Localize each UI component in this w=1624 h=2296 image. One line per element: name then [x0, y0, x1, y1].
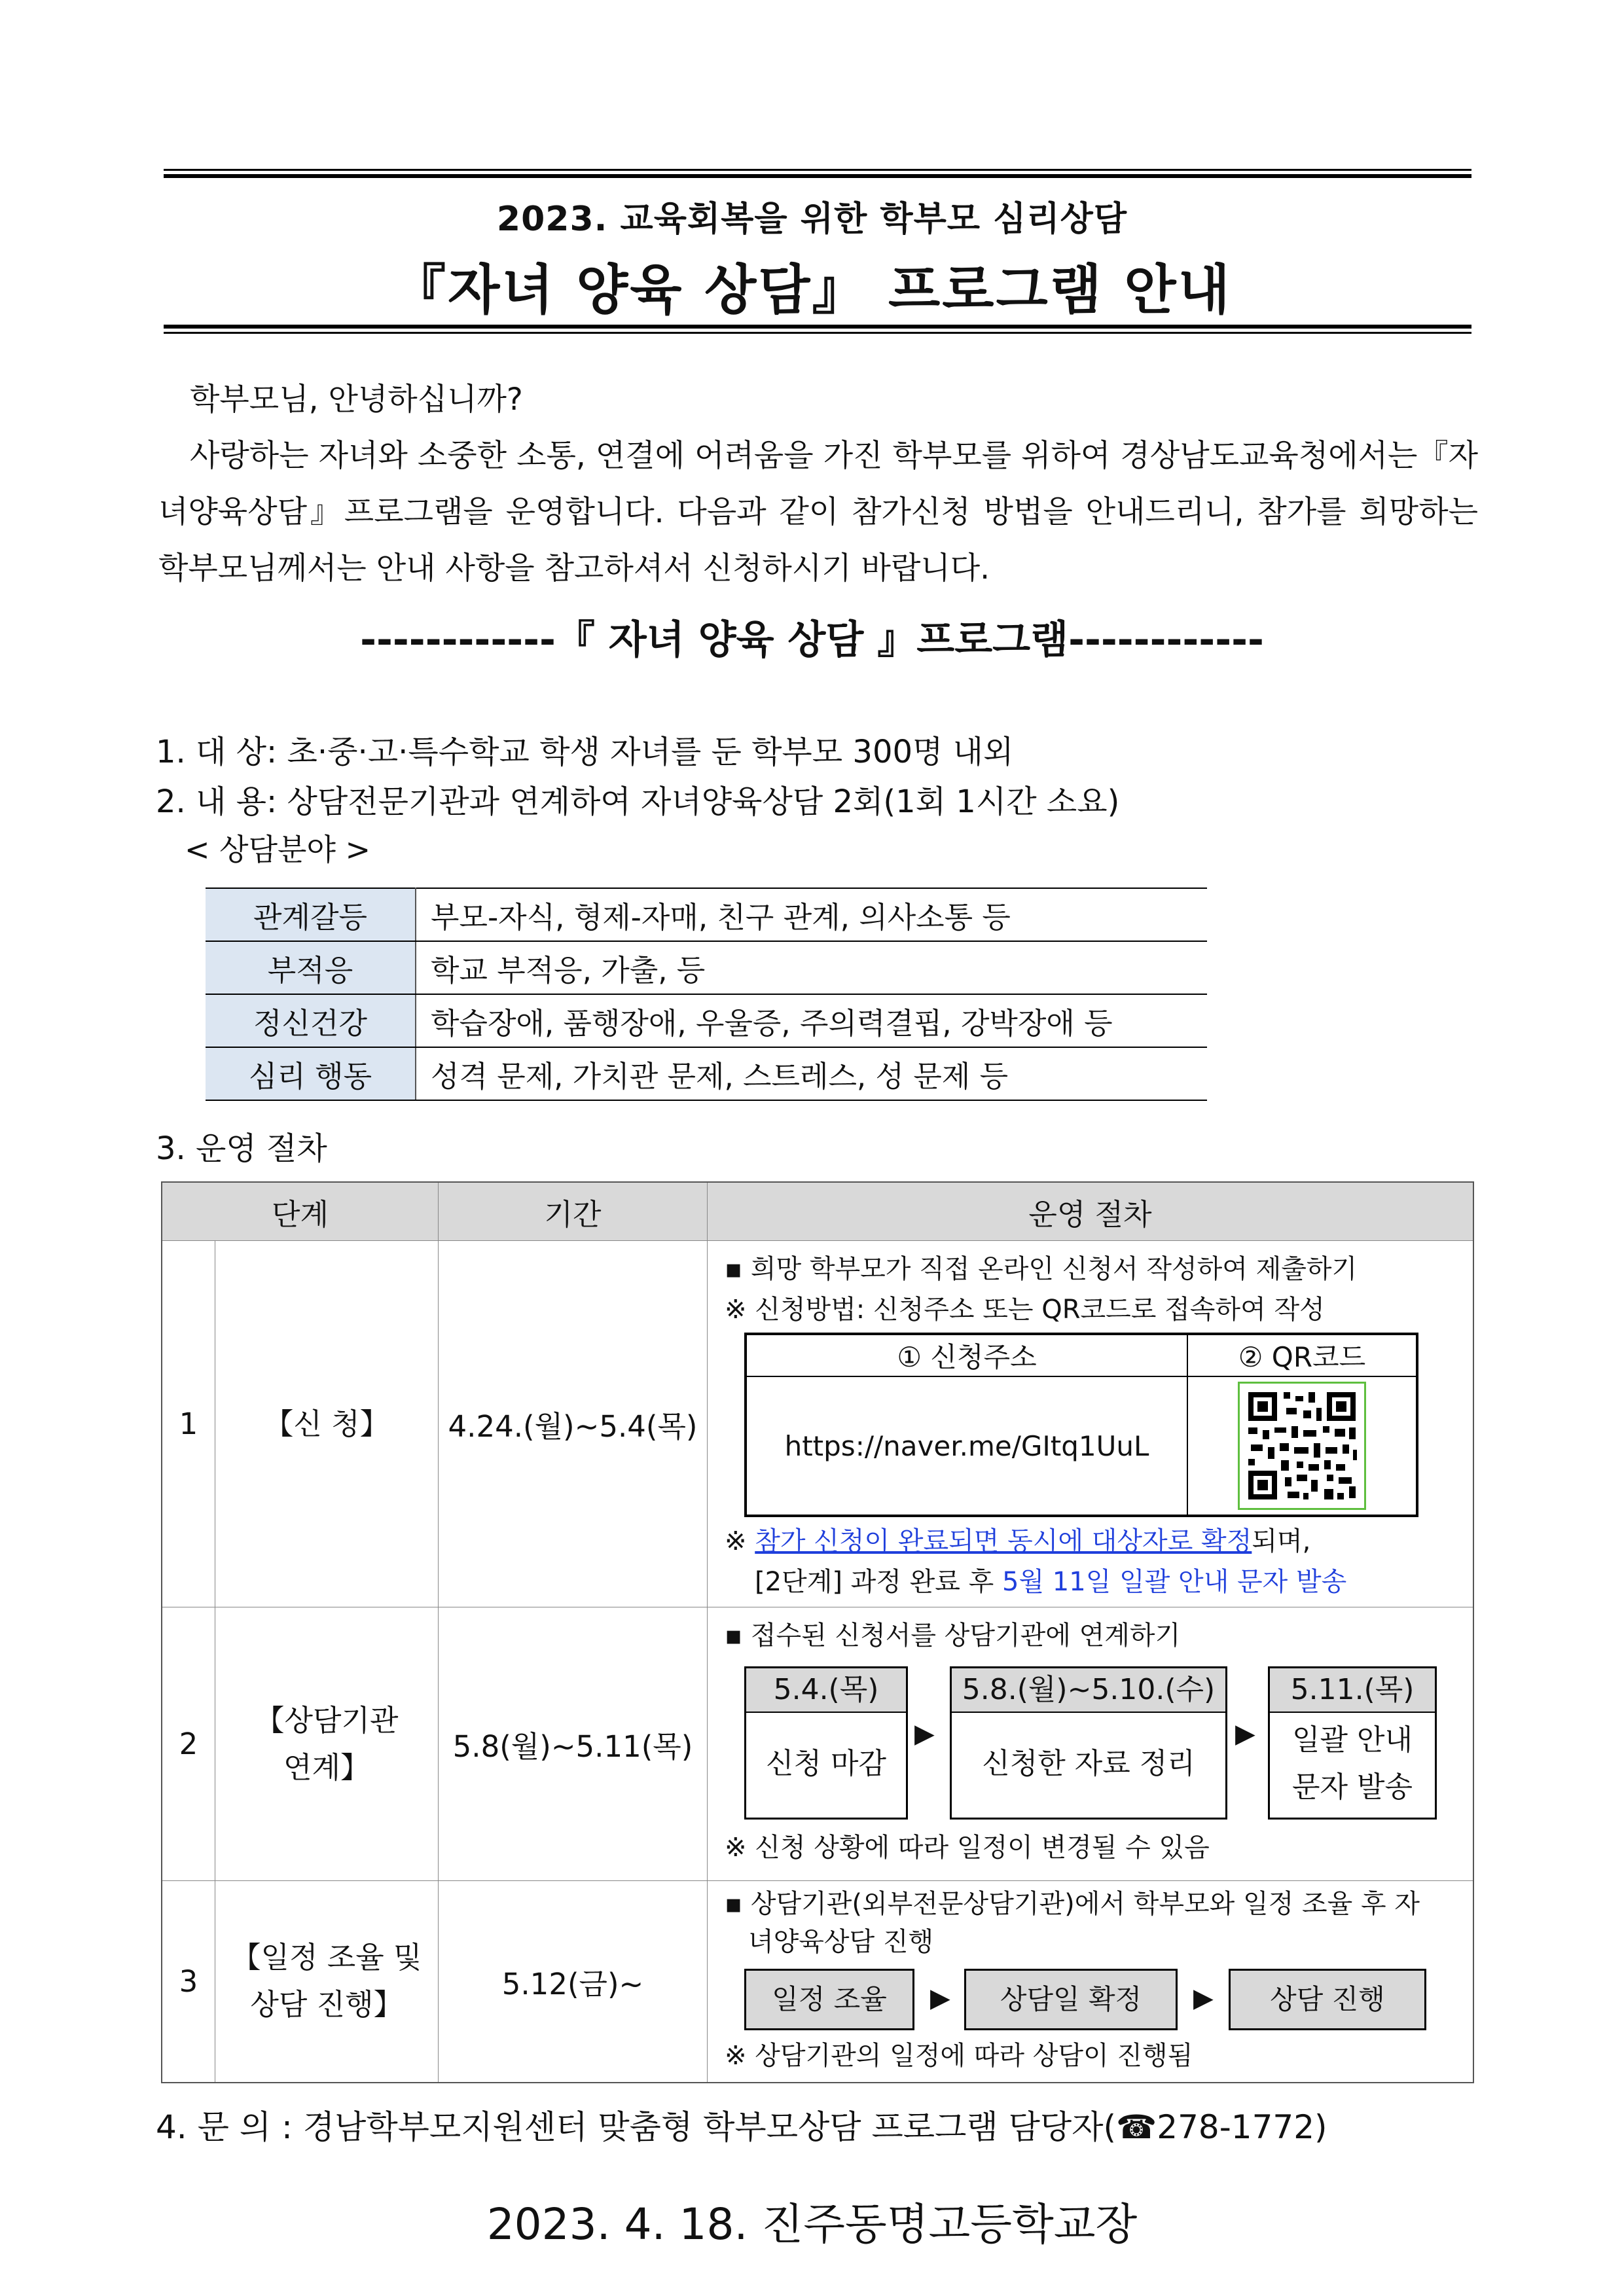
category-name: 부적응	[206, 941, 416, 994]
table-row	[206, 941, 1207, 994]
category-name: 관계갈등	[206, 888, 416, 941]
step-desc	[708, 1881, 1474, 2083]
table-row	[206, 888, 1207, 941]
table-row	[206, 1047, 1207, 1100]
step-box-schedule: 일정 조율	[744, 1969, 914, 2030]
contact-info: 4. 문 의 : 경남학부모지원센터 맞춤형 학부모상담 프로그램 담당자(☎278-1772)	[156, 2108, 1327, 2146]
category-name: 심리 행동	[206, 1047, 416, 1100]
confirm-note-suffix: 되며,	[1252, 1526, 1311, 1556]
category-desc: 학습장애, 품행장애, 우울증, 주의력결핍, 강박장애 등	[416, 994, 1207, 1047]
flow-arrow-icon: ▶	[1193, 1983, 1214, 2013]
header-period: 기간	[439, 1182, 708, 1241]
table-header-row	[162, 1182, 1473, 1241]
flow-date: 5.8.(월)~5.10.(수)	[952, 1668, 1225, 1713]
desc-method: ※ 신청방법: 신청주소 또는 QR코드로 접속하여 작성	[725, 1295, 1325, 1325]
table-row	[162, 1607, 1473, 1881]
flow-date: 5.11.(목)	[1270, 1668, 1435, 1713]
flow-text-line: 문자 발송	[1291, 1770, 1413, 1804]
addr-header: ① 신청주소	[746, 1334, 1187, 1376]
step-box-confirm: 상담일 확정	[964, 1969, 1178, 2030]
step-stage: 【신 청】	[215, 1241, 439, 1607]
step-box-proceed: 상담 진행	[1229, 1969, 1426, 2030]
doc-subtitle: 2023. 교육회복을 위한 학부모 심리상담	[496, 200, 1128, 239]
header-desc: 운영 절차	[708, 1182, 1474, 1241]
greeting: 학부모님, 안녕하십니까?	[190, 382, 523, 418]
schedule-note: ※ 신청 상황에 따라 일정이 변경될 수 있음	[725, 1833, 1210, 1863]
step-number: 2	[162, 1607, 215, 1881]
title-rule-thick	[164, 325, 1471, 329]
flow-arrow-icon: ▶	[930, 1983, 950, 2013]
procedure-table	[161, 1181, 1474, 2083]
doc-title: 『자녀 양육 상담』 프로그램 안내	[392, 259, 1232, 321]
category-name: 정신건강	[206, 994, 416, 1047]
stage-line-1: 【일정 조율 및	[231, 1940, 422, 1975]
issuer-footer: 2023. 4. 18. 진주동명고등학교장	[486, 2199, 1138, 2250]
table-row	[162, 1241, 1473, 1607]
flow-arrow-icon: ▶	[1235, 1719, 1255, 1749]
flow-text: 신청 마감	[765, 1747, 886, 1780]
flow-arrow-icon: ▶	[914, 1719, 935, 1749]
apply-info-table	[744, 1333, 1418, 1517]
step-desc	[708, 1607, 1474, 1881]
qr-header: ② QR코드	[1187, 1334, 1417, 1376]
step-period: 5.8(월)~5.11(목)	[439, 1607, 708, 1881]
step-period: 4.24.(월)~5.4(목)	[439, 1241, 708, 1607]
qr-cell	[1187, 1376, 1417, 1516]
table-row	[206, 994, 1207, 1047]
step-number: 3	[162, 1881, 215, 2083]
flow-text-line: 일괄 안내	[1291, 1723, 1413, 1757]
flow-text	[1270, 1713, 1435, 1811]
step-desc	[708, 1241, 1474, 1607]
category-desc: 부모-자식, 형제-자매, 친구 관계, 의사소통 등	[416, 888, 1207, 941]
field-label: < 상담분야 >	[185, 832, 371, 867]
program-banner: ------------『 자녀 양육 상담 』프로그램------------	[360, 617, 1264, 663]
title-rule-thin	[164, 332, 1471, 334]
flow-box-deadline	[744, 1666, 908, 1820]
step-period: 5.12(금)~	[439, 1881, 708, 2083]
step-stage	[215, 1607, 439, 1881]
category-desc: 학교 부적응, 가출, 등	[416, 941, 1207, 994]
flow-date: 5.4.(목)	[746, 1668, 906, 1713]
category-table	[206, 888, 1207, 1101]
category-desc: 성격 문제, 가치관 문제, 스트레스, 성 문제 등	[416, 1047, 1207, 1100]
desc-bullet-cont: 녀양육상담 진행	[748, 1927, 934, 1957]
stage-line-2: 연계】	[283, 1749, 370, 1785]
sms-note	[708, 1562, 1473, 1602]
stage-line-2: 상담 진행】	[250, 1987, 403, 2022]
table-row	[746, 1334, 1417, 1376]
counsel-note: ※ 상담기관의 일정에 따라 상담이 진행됨	[725, 2041, 1193, 2071]
step-stage	[215, 1881, 439, 2083]
flow-box-organize	[950, 1666, 1227, 1820]
top-rule-thin	[164, 169, 1471, 171]
sms-note-highlight: 5월 11일 일괄 안내 문자 발송	[1002, 1567, 1347, 1597]
flow-box-notify	[1268, 1666, 1437, 1820]
item-target: 1. 대 상: 초·중·고·특수학교 학생 자녀를 둔 학부모 300명 내외	[156, 734, 1014, 770]
flow-text: 신청한 자료 정리	[982, 1747, 1195, 1780]
intro-body: 사랑하는 자녀와 소중한 소통, 연결에 어려움을 가진 학부모를 위하여 경상남도교육청에서는『자녀양육상담』프로그램을 운영합니다. 다음과 같이 참가신청 방법을 안내드리니, 참가를 희망하는 학부모님께서는 안내 사항을 참고하셔서 신청하시기 바랍니다.	[158, 438, 1478, 586]
step-number: 1	[162, 1241, 215, 1607]
confirm-note-highlight: 참가 신청이 완료되면 동시에 대상자로 확정	[755, 1526, 1252, 1556]
table-row	[746, 1376, 1417, 1516]
item-content: 2. 내 용: 상담전문기관과 연계하여 자녀양육상담 2회(1회 1시간 소요)	[156, 783, 1120, 820]
desc-bullet: ▪ 접수된 신청서를 상담기관에 연계하기	[725, 1621, 1181, 1651]
qr-code-icon[interactable]	[1238, 1382, 1366, 1510]
apply-url-link[interactable]: https://naver.me/GItq1UuL	[746, 1376, 1187, 1516]
table-row	[162, 1881, 1473, 2083]
sms-note-prefix: [2단계] 과정 완료 후	[755, 1567, 1002, 1597]
header-stage: 단계	[162, 1182, 439, 1241]
procedure-title: 3. 운영 절차	[156, 1130, 327, 1167]
stage-line-1: 【상담기관	[255, 1702, 399, 1738]
desc-bullet: ▪ 희망 학부모가 직접 온라인 신청서 작성하여 제출하기	[725, 1254, 1358, 1284]
top-rule-thick	[164, 174, 1471, 178]
desc-bullet: ▪ 상담기관(외부전문상담기관)에서 학부모와 일정 조율 후 자	[725, 1889, 1420, 1919]
confirm-note-prefix: ※	[725, 1526, 755, 1556]
confirm-note	[708, 1521, 1473, 1562]
